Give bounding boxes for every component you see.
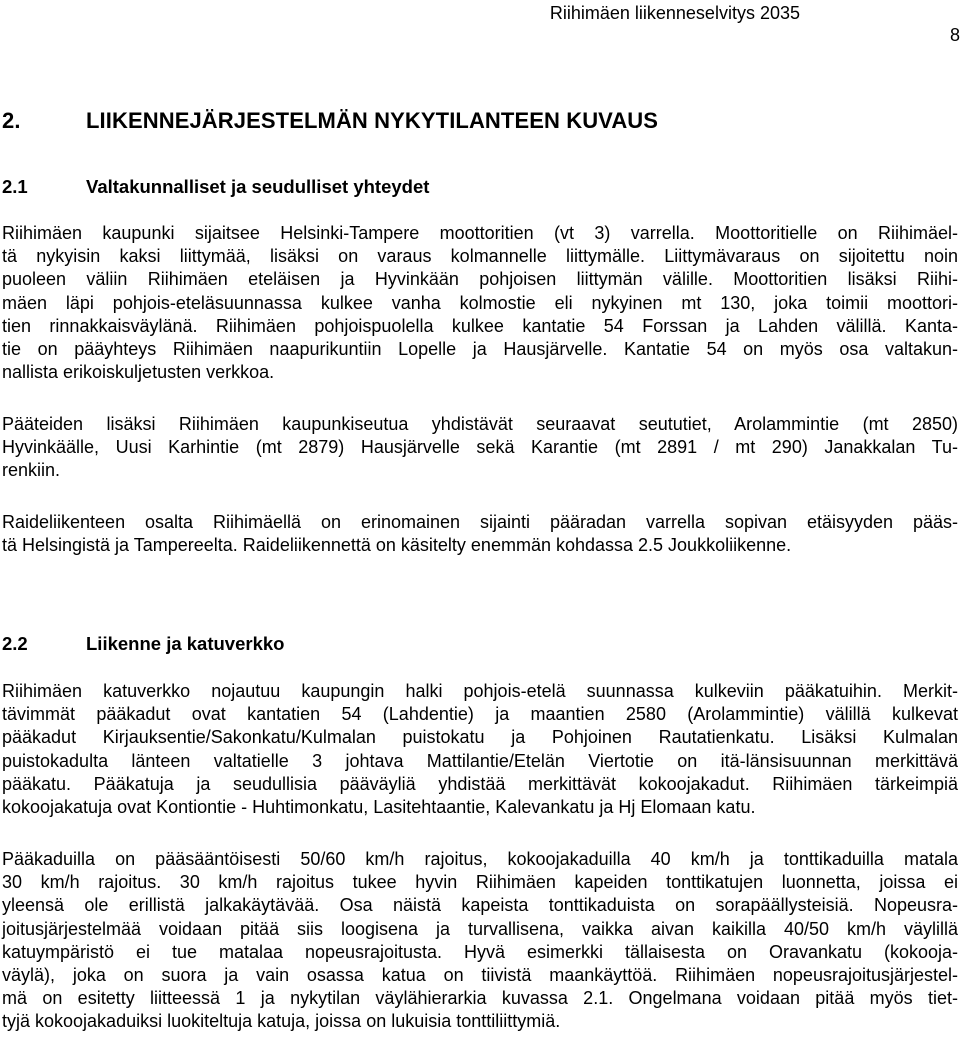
text-line: tie on pääyhteys Riihimäen naapurikuntiin Lopelle ja Hausjärvelle. Kantatie 54 on myös osa valtakun- [2,339,958,360]
paragraph-2-1-2 [2,413,958,483]
paragraph-2-1-1 [2,222,958,384]
section-heading-2-2 [2,633,284,655]
text-line: Pääteiden lisäksi Riihimäen kaupunkiseutua yhdistävät seuraavat seututiet, Arolammintie (mt 2850) [2,414,958,434]
text-line: Riihimäen kaupunki sijaitsee Helsinki-Tampere moottoritien (vt 3) varrella. Moottoritielle on Riihimäel- [2,223,958,243]
text-line: puoleen väliin Riihimäen eteläisen ja Hyvinkään pohjoisen liittymän välille. Moottoritien lisäksi Riihi- [2,269,958,290]
text-line: renkiin. [2,460,61,481]
text-line: Hyvinkäälle, Uusi Karhintie (mt 2879) Hausjärvelle sekä Karantie (mt 2891 / mt 290) Janakkalan Tu- [2,437,958,458]
text-line: väylä), joka on suora ja vain osassa katua on tiivistä maankäyttöä. Riihimäen nopeusrajoitusjärjestel- [2,965,958,986]
section-title: Liikenne ja katuverkko [86,633,285,654]
chapter-heading [2,108,658,134]
section-number: 2.2 [2,633,28,654]
text-line: tä nykyisin kaksi liittymää, lisäksi on varaus kolmannelle liittymälle. Liittymävaraus on sijoitettu noin [2,246,958,267]
text-line: pääkadut Kirjauksentie/Sakonkatu/Kulmalan puistokatu ja Pohjoinen Rautatienkatu. Lisäksi Kulmalan [2,727,958,748]
text-line: tävimmät pääkadut ovat kantatien 54 (Lahdentie) ja maantien 2580 (Arolammintie) välillä kulkevat [2,704,958,725]
text-line: tä Helsingistä ja Tampereelta. Raideliikennettä on käsitelty enemmän kohdassa 2.5 Joukkoliikenne. [2,535,792,556]
text-line: Riihimäen katuverkko nojautuu kaupungin halki pohjois-etelä suunnassa kulkeviin pääkatuihin. Merkit- [2,681,958,701]
text-line: pääkatu. Pääkatuja ja seudullisia pääväyliä yhdistää merkittävät kokoojakadut. Riihimäen tärkeimpiä [2,773,958,794]
chapter-title: LIIKENNEJÄRJESTELMÄN NYKYTILANTEEN KUVAUS [86,108,659,133]
text-line: nallista erikoiskuljetusten verkkoa. [2,362,275,383]
text-line: mäen läpi pohjois-eteläsuunnassa kulkee vanha kolmostie eli nykyinen mt 130, joka toimii moottori- [2,292,958,313]
page-number: 8 [949,25,960,45]
text-line: Pääkaduilla on pääsääntöisesti 50/60 km/h rajoitus, kokoojakaduilla 40 km/h ja tonttikaduilla matala [2,849,958,869]
section-number: 2.1 [2,176,28,197]
text-line: 30 km/h rajoitus. 30 km/h rajoitus tukee hyvin Riihimäen kapeiden tonttikatujen luonnetta, joissa ei [2,872,958,893]
chapter-number: 2. [2,108,21,133]
text-line: mä on esitetty liitteessä 1 ja nykytilan väylähierarkia kuvassa 2.1. Ongelmana voidaan pitää myös tiet- [2,988,958,1009]
running-header: Riihimäen liikenneselvitys 2035 [549,3,800,23]
section-heading-2-1 [2,176,429,198]
text-line: puistokadulta länteen valtatielle 3 johtava Mattilantie/Etelän Viertotie on itä-länsisuunnan merkittävä [2,750,958,771]
text-line: tyjä kokoojakaduiksi luokiteltuja katuja, joissa on lukuisia tonttiliittymiä. [2,1011,561,1032]
text-line: tien rinnakkaisväylänä. Riihimäen pohjoispuolella kulkee kantatie 54 Forssan ja Lahden välillä. Kanta- [2,315,958,336]
text-line: yleensä ole erillistä jalkakäytävää. Osa näistä kapeista tonttikaduista on sorapäällysteisiä. Nopeusra- [2,895,958,916]
text-line: kokoojakatuja ovat Kontiontie - Huhtimonkatu, Lasitehtaantie, Kalevankatu ja Hj Elomaan katu. [2,797,756,818]
text-line: Raideliikenteen osalta Riihimäellä on erinomainen sijainti pääradan varrella sopivan etäisyyden pääs- [2,512,958,532]
paragraph-2-2-1 [2,680,958,819]
text-line: joitusjärjestelmää voidaan pitää siis loogisena ja turvallisena, vaikka aivan kaikilla 40/50 km/h väylillä [2,918,958,939]
paragraph-2-2-2 [2,848,958,1034]
text-line: katuympäristö ei tue matalaa nopeusrajoitusta. Hyvä esimerkki tällaisesta on Oravankatu (kokooja- [2,941,958,962]
section-title: Valtakunnalliset ja seudulliset yhteydet [86,176,430,197]
paragraph-2-1-3 [2,511,958,557]
